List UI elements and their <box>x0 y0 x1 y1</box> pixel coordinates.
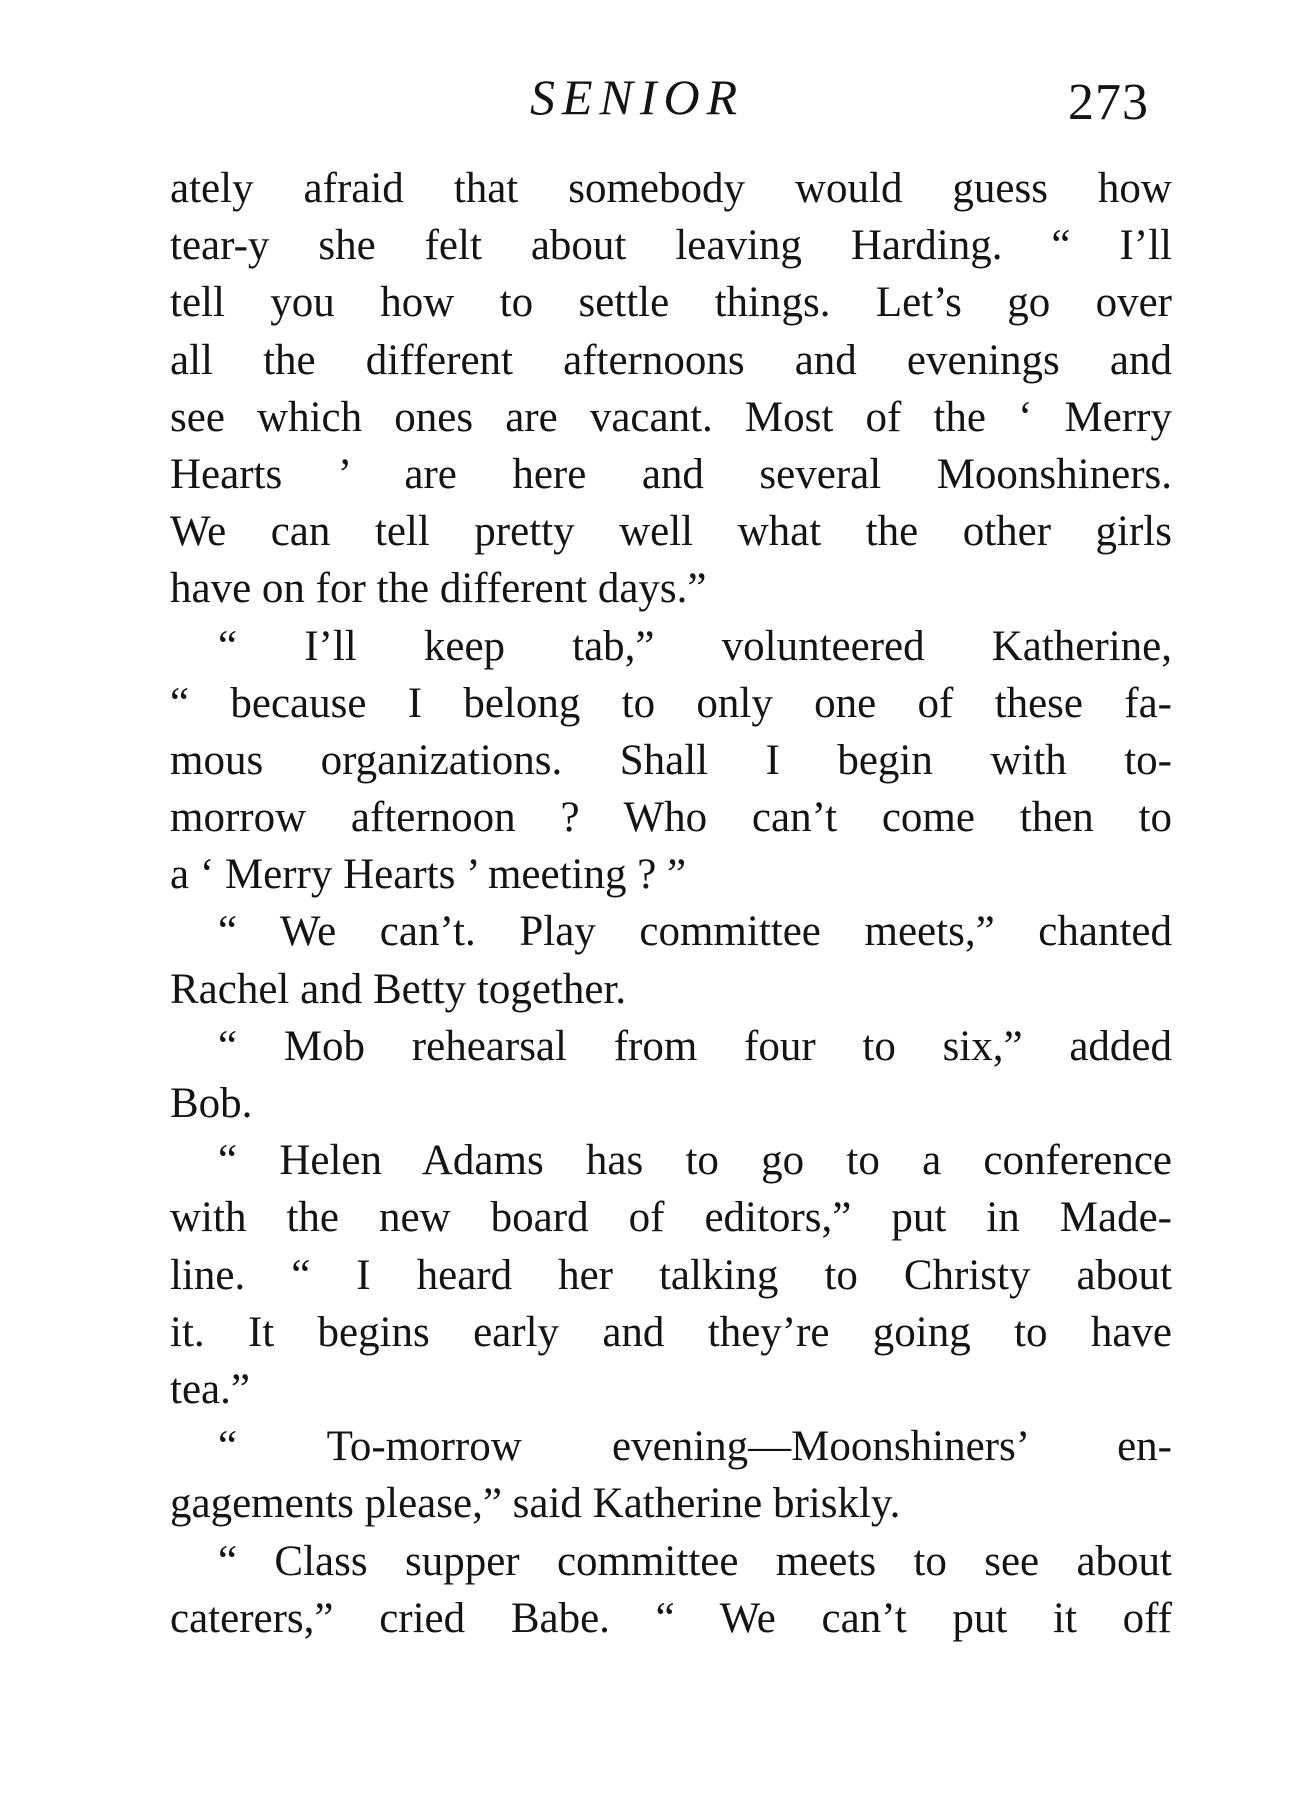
text-line: tea.” <box>170 1365 250 1413</box>
text-line: tear-y she felt about leaving Harding. “ I’ll <box>170 222 1172 270</box>
body-text <box>170 160 1172 1647</box>
text-line: see which ones are vacant. Most of the ‘ Merry <box>170 393 1172 441</box>
text-line: have on for the different days.” <box>170 565 707 613</box>
text-line: “ because I belong to only one of these fa- <box>170 679 1172 727</box>
text-line: We can tell pretty well what the other girls <box>170 508 1172 556</box>
running-head <box>0 62 1310 132</box>
running-title: SENIOR <box>530 69 745 125</box>
text-line: “ We can’t. Play committee meets,” chanted <box>218 908 1172 956</box>
text-line: caterers,” cried Babe. “ We can’t put it off <box>170 1594 1172 1642</box>
text-line: “ Helen Adams has to go to a conference <box>218 1137 1172 1185</box>
text-line: morrow afternoon ? Who can’t come then to <box>170 794 1172 842</box>
text-line: Rachel and Betty together. <box>170 965 627 1013</box>
text-line: Bob. <box>170 1080 253 1127</box>
text-line: ately afraid that somebody would guess how <box>170 165 1172 212</box>
text-line: “ Class supper committee meets to see about <box>218 1537 1172 1585</box>
text-line: a ‘ Merry Hearts ’ meeting ? ” <box>170 851 687 899</box>
text-line: gagements please,” said Katherine briskly. <box>170 1480 901 1528</box>
text-line: Hearts ’ are here and several Moonshiners. <box>170 450 1172 498</box>
text-line: line. “ I heard her talking to Christy about <box>170 1251 1172 1299</box>
text-line: “ To-morrow evening—Moonshiners’ en- <box>218 1423 1172 1471</box>
text-line: it. It begins early and they’re going to have <box>170 1308 1172 1356</box>
text-line: with the new board of editors,” put in Made- <box>170 1194 1172 1242</box>
page-number: 273 <box>1068 74 1149 131</box>
text-line: “ I’ll keep tab,” volunteered Katherine, <box>218 622 1172 670</box>
text-line: all the different afternoons and evenings and <box>170 336 1172 384</box>
text-line: mous organizations. Shall I begin with to- <box>170 736 1172 784</box>
text-line: “ Mob rehearsal from four to six,” added <box>218 1022 1172 1070</box>
text-line: tell you how to settle things. Let’s go over <box>170 279 1172 327</box>
